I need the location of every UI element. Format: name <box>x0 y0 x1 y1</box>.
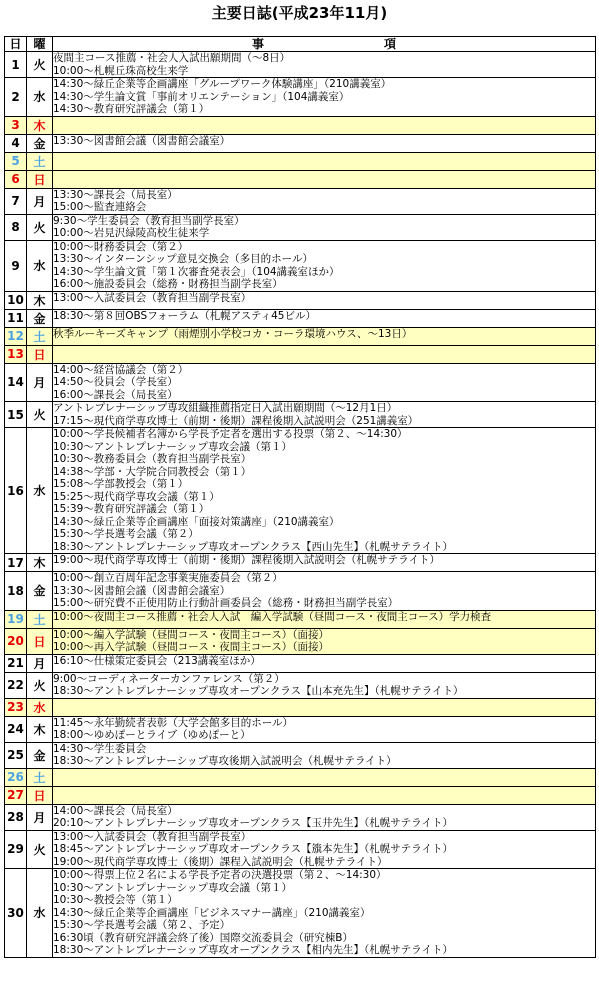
weekday-cell: 土 <box>27 610 53 628</box>
weekday-cell: 水 <box>27 428 53 554</box>
weekday-cell: 日 <box>27 345 53 363</box>
weekday-cell: 火 <box>27 52 53 78</box>
page-title: 主要日誌(平成23年11月) <box>211 4 388 22</box>
event-line: 10:00〜岩見沢緑陵高校生徒来学 <box>53 227 210 239</box>
event-line: 16:00〜施設委員会（総務・財務担当副学長室） <box>53 278 283 290</box>
header-weekday: 曜 <box>27 37 53 52</box>
day-cell: 21 <box>5 654 27 672</box>
events-cell <box>53 214 596 240</box>
day-cell: 6 <box>5 170 27 188</box>
event-line: 15:39〜教育研究評議会（第１） <box>53 503 210 515</box>
table-row <box>5 52 596 78</box>
event-line: 18:45〜アントレプレナーシップ専攻オープンクラス【籏本先生】（札幌サテライト） <box>53 843 453 855</box>
event-line: アントレプレナーシップ専攻組織推薦指定日入試出願期間（〜12月1日） <box>53 402 398 414</box>
weekday-cell: 月 <box>27 188 53 214</box>
events-cell <box>53 291 596 309</box>
day-cell: 3 <box>5 116 27 134</box>
day-cell: 8 <box>5 214 27 240</box>
weekday-cell: 木 <box>27 554 53 572</box>
day-cell: 25 <box>5 742 27 768</box>
day-cell: 29 <box>5 830 27 869</box>
table-row <box>5 345 596 363</box>
events-cell <box>53 116 596 134</box>
events-cell <box>53 804 596 830</box>
day-cell: 22 <box>5 672 27 698</box>
event-line: 11:45〜永年勤続者表彰（大学会館多目的ホール） <box>53 716 294 729</box>
event-line: 10:30〜アントレプレナーシップ専攻会議（第１） <box>53 881 292 894</box>
day-cell: 13 <box>5 345 27 363</box>
table-row <box>5 78 596 117</box>
event-line: 14:30〜緑丘企業等企画講座「面接対策講座」（210講義室） <box>53 515 340 528</box>
event-line: 15:08〜学部教授会（第１） <box>53 478 189 490</box>
table-row <box>5 214 596 240</box>
table-row <box>5 116 596 134</box>
weekday-cell: 木 <box>27 116 53 134</box>
events-cell <box>53 654 596 672</box>
table-header-row <box>5 37 596 52</box>
event-line <box>53 787 595 800</box>
weekday-cell: 火 <box>27 214 53 240</box>
event-line: 14:30〜学生論文賞「第１次審査発表会」（104講義室ほか） <box>53 265 340 278</box>
event-line <box>53 769 595 782</box>
event-line: 10:00〜札幌丘珠高校生来学 <box>53 64 189 77</box>
event-line: 14:30〜学生委員会 <box>53 742 147 755</box>
day-cell: 24 <box>5 716 27 742</box>
schedule-table <box>4 36 596 958</box>
table-row <box>5 672 596 698</box>
event-line: 10:30〜アントレプレナーシップ専攻会議（第１） <box>53 440 292 453</box>
event-line: 14:00〜課長会（局長室） <box>53 804 178 817</box>
event-line: 18:00〜ゆめぽーとライブ（ゆめぽーと） <box>53 729 251 741</box>
event-line: 秋季ルーキーズキャンプ（雨煙別小学校コカ・コーラ環境ハウス、〜13日） <box>53 327 413 340</box>
day-cell: 11 <box>5 309 27 327</box>
event-line: 14:50〜役員会（学長室） <box>53 376 178 388</box>
header-day: 日 <box>5 37 27 52</box>
table-row <box>5 240 596 291</box>
event-line: 15:30〜学長選考会議（第２、予定） <box>53 919 231 931</box>
weekday-cell: 日 <box>27 170 53 188</box>
events-cell <box>53 428 596 554</box>
event-line: 14:38〜学部・大学院合同教授会（第１） <box>53 465 252 478</box>
events-cell <box>53 345 596 363</box>
table-row <box>5 572 596 611</box>
day-cell: 20 <box>5 628 27 654</box>
weekday-cell: 水 <box>27 78 53 117</box>
day-cell: 5 <box>5 152 27 170</box>
event-line: 15:30〜学長選考会議（第２） <box>53 528 199 540</box>
events-cell <box>53 572 596 611</box>
table-row <box>5 327 596 345</box>
event-line: 14:30〜学生論文賞「事前オリエンテーション」（104講義室） <box>53 90 350 103</box>
events-cell <box>53 716 596 742</box>
weekday-cell: 金 <box>27 309 53 327</box>
weekday-cell: 土 <box>27 327 53 345</box>
day-cell: 18 <box>5 572 27 611</box>
event-line: 16:30頃（教育研究評議会終了後）国際交流委員会（研究棟B） <box>53 931 353 944</box>
day-cell: 14 <box>5 363 27 402</box>
event-line: 10:30〜教務委員会（教育担当副学長室） <box>53 453 252 465</box>
event-line: 10:00〜学長候補者名簿から学長予定者を選出する投票（第２、〜14:30） <box>53 428 408 440</box>
weekday-cell: 金 <box>27 134 53 152</box>
events-cell <box>53 78 596 117</box>
table-row <box>5 554 596 572</box>
table-row <box>5 363 596 402</box>
day-cell: 19 <box>5 610 27 628</box>
table-row <box>5 804 596 830</box>
day-cell: 30 <box>5 869 27 958</box>
table-row <box>5 291 596 309</box>
table-row <box>5 768 596 786</box>
schedule-body <box>5 52 596 958</box>
event-line: 14:00〜経営協議会（第２） <box>53 363 189 376</box>
event-line <box>53 346 595 359</box>
table-row <box>5 152 596 170</box>
weekday-cell: 日 <box>27 628 53 654</box>
events-cell <box>53 363 596 402</box>
events-cell <box>53 768 596 786</box>
weekday-cell: 水 <box>27 869 53 958</box>
weekday-cell: 月 <box>27 654 53 672</box>
events-cell <box>53 402 596 428</box>
weekday-cell: 火 <box>27 830 53 869</box>
table-row <box>5 134 596 152</box>
day-cell: 17 <box>5 554 27 572</box>
event-line: 14:30〜緑丘企業等企画講座「ビジネスマナー講座」（210講義室） <box>53 906 371 919</box>
event-line: 10:00〜財務委員会（第２） <box>53 240 189 253</box>
event-line: 18:30〜アントレプレナーシップ専攻オープンクラス【相内先生】（札幌サテライト） <box>53 944 453 956</box>
table-row <box>5 869 596 958</box>
day-cell: 26 <box>5 768 27 786</box>
day-cell: 12 <box>5 327 27 345</box>
events-cell <box>53 327 596 345</box>
weekday-cell: 金 <box>27 742 53 768</box>
event-line: 10:00〜編入学試験（昼間コース・夜間主コース）（面接） <box>53 628 329 641</box>
event-line: 10:00〜夜間主コース推薦・社会人入試 編入学試験（昼間コース・夜間主コース）学力検査 <box>53 610 492 623</box>
events-cell <box>53 52 596 78</box>
event-line: 9:30〜学生委員会（教育担当副学長室） <box>53 214 245 227</box>
weekday-cell: 木 <box>27 291 53 309</box>
event-line: 13:30〜図書館会議（図書館会議室） <box>53 134 231 147</box>
event-line <box>53 117 595 130</box>
day-cell: 1 <box>5 52 27 78</box>
table-row <box>5 428 596 554</box>
events-cell <box>53 240 596 291</box>
events-cell <box>53 786 596 804</box>
table-row <box>5 698 596 716</box>
event-line: 18:30〜アントレプレナーシップ専攻オープンクラス【西山先生】（札幌サテライト） <box>53 540 453 553</box>
event-line: 13:00〜入試委員会（教育担当副学長室） <box>53 291 252 304</box>
weekday-cell: 金 <box>27 572 53 611</box>
table-row <box>5 402 596 428</box>
events-cell <box>53 869 596 958</box>
day-cell: 27 <box>5 786 27 804</box>
weekday-cell: 水 <box>27 698 53 716</box>
table-row <box>5 830 596 869</box>
events-cell <box>53 698 596 716</box>
event-line: 14:30〜教育研究評議会（第１） <box>53 103 210 115</box>
event-line <box>53 171 595 184</box>
event-line: 18:30〜アントレプレナーシップ専攻後期入試説明会（札幌サテライト） <box>53 755 397 767</box>
table-row <box>5 188 596 214</box>
event-line: 13:30〜課長会（局長室） <box>53 188 178 201</box>
events-cell <box>53 672 596 698</box>
header-events: 事 項 <box>53 37 596 52</box>
events-cell <box>53 134 596 152</box>
event-line: 夜間主コース推薦・社会人入試出願期間（〜8日） <box>53 52 291 64</box>
event-line: 19:00〜現代商学専攻博士（前期・後期）課程後期入試説明会（札幌サテライト） <box>53 554 440 566</box>
day-cell: 10 <box>5 291 27 309</box>
event-line: 10:30〜教授会等（第１） <box>53 894 178 906</box>
weekday-cell: 火 <box>27 402 53 428</box>
day-cell: 7 <box>5 188 27 214</box>
event-line: 10:00〜創立百周年記念事業実施委員会（第２） <box>53 572 283 584</box>
events-cell <box>53 554 596 572</box>
table-row <box>5 170 596 188</box>
event-line: 10:00〜得票上位２名による学長予定者の決選投票（第２、〜14:30） <box>53 869 387 881</box>
events-cell <box>53 309 596 327</box>
day-cell: 9 <box>5 240 27 291</box>
weekday-cell: 火 <box>27 672 53 698</box>
weekday-cell: 土 <box>27 768 53 786</box>
table-row <box>5 654 596 672</box>
weekday-cell: 月 <box>27 363 53 402</box>
table-row <box>5 786 596 804</box>
day-cell: 28 <box>5 804 27 830</box>
event-line: 16:10〜仕様策定委員会（213講義室ほか） <box>53 654 261 667</box>
event-line: 18:30〜第８回OBSフォーラム（札幌アスティ45ビル） <box>53 309 316 322</box>
day-cell: 16 <box>5 428 27 554</box>
event-line: 13:00〜入試委員会（教育担当副学長室） <box>53 830 252 843</box>
events-cell <box>53 188 596 214</box>
event-line: 14:30〜緑丘企業等企画講座「グループワーク体験講座」（210講義室） <box>53 78 392 90</box>
table-row <box>5 742 596 768</box>
weekday-cell: 木 <box>27 716 53 742</box>
weekday-cell: 月 <box>27 804 53 830</box>
day-cell: 15 <box>5 402 27 428</box>
events-cell <box>53 610 596 628</box>
weekday-cell: 日 <box>27 786 53 804</box>
event-line: 10:00〜再入学試験（昼間コース・夜間主コース）（面接） <box>53 641 329 653</box>
events-cell <box>53 170 596 188</box>
event-line: 15:00〜監査連絡会 <box>53 201 147 213</box>
weekday-cell: 土 <box>27 152 53 170</box>
events-cell <box>53 830 596 869</box>
events-cell <box>53 628 596 654</box>
weekday-cell: 水 <box>27 240 53 291</box>
table-row <box>5 716 596 742</box>
event-line: 17:15〜現代商学専攻博士（前期・後期）課程後期入試説明会（251講義室） <box>53 414 419 427</box>
event-line: 16:00〜課長会（局長室） <box>53 388 178 401</box>
table-row <box>5 309 596 327</box>
event-line: 9:00〜コーディネーターカンファレンス（第２） <box>53 672 285 685</box>
event-line: 13:30〜図書館会議（図書館会議室） <box>53 584 231 597</box>
event-line: 20:10〜アントレプレナーシップ専攻オープンクラス【玉井先生】（札幌サテライト） <box>53 817 453 829</box>
event-line: 18:30〜アントレプレナーシップ専攻オープンクラス【山本充先生】（札幌サテライト） <box>53 685 464 697</box>
table-row <box>5 628 596 654</box>
event-line: 19:00〜現代商学専攻博士（後期）課程入試説明会（札幌サテライト） <box>53 855 388 868</box>
event-line <box>53 153 595 166</box>
events-cell <box>53 152 596 170</box>
event-line: 15:00〜研究費不正使用防止行動計画委員会（総務・財務担当副学長室） <box>53 597 399 609</box>
day-cell: 4 <box>5 134 27 152</box>
event-line: 15:25〜現代商学専攻会議（第１） <box>53 490 220 503</box>
day-cell: 2 <box>5 78 27 117</box>
day-cell: 23 <box>5 698 27 716</box>
event-line: 13:30〜インターンシップ意見交換会（多目的ホール） <box>53 253 313 265</box>
table-row <box>5 610 596 628</box>
event-line <box>53 699 595 712</box>
events-cell <box>53 742 596 768</box>
